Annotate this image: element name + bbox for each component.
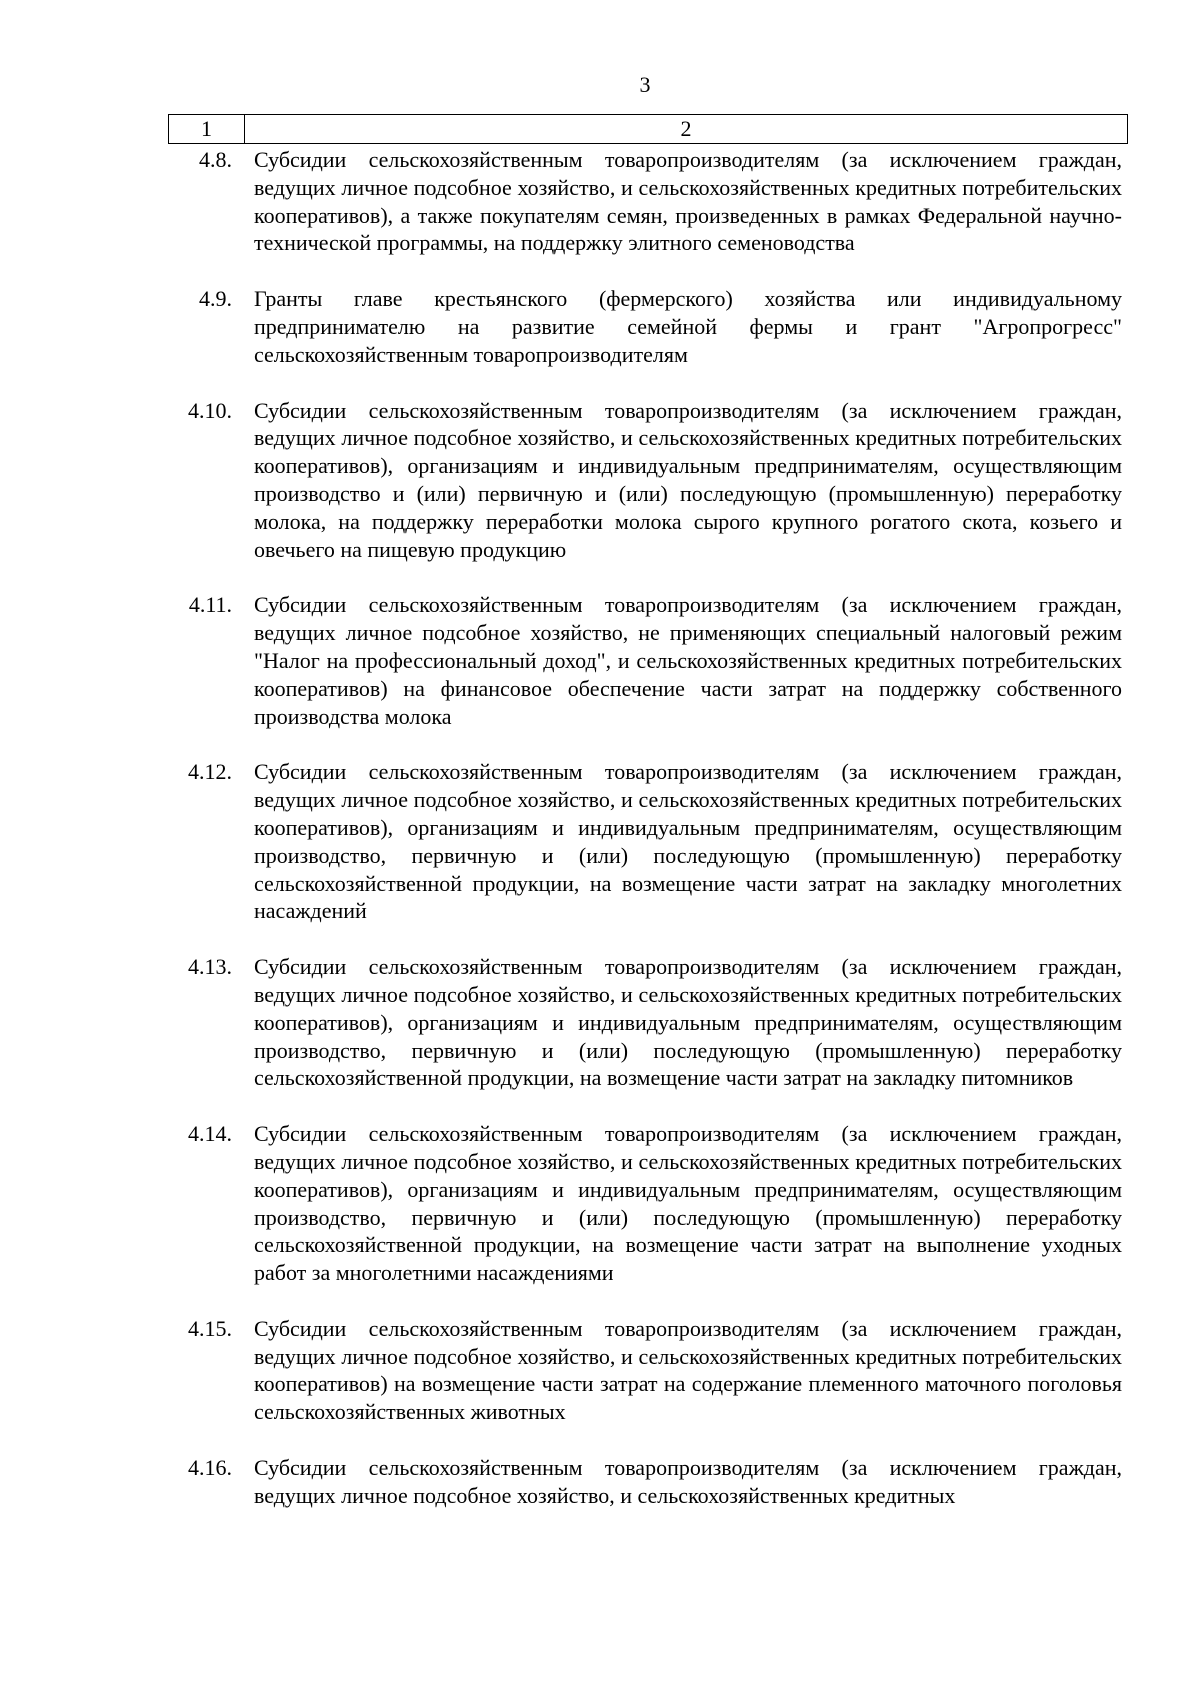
table-row	[168, 758, 1128, 925]
row-number: 4.14.	[188, 1121, 232, 1147]
row-number: 4.15.	[188, 1315, 232, 1341]
row-number: 4.13.	[188, 954, 232, 980]
table-row	[168, 285, 1128, 368]
table-row	[168, 953, 1128, 1092]
row-text: Гранты главе крестьянского (фермерского) хозяйства или индивидуальному предпринимателю на развитие семейной фермы и грант "Агропрогресс" сельскохозяйственным товаропроизводителям	[254, 286, 1122, 367]
row-text: Субсидии сельскохозяйственным товаропроизводителям (за исключением граждан, ведущих личное подсобное хозяйство, не применяющих специальный налоговый режим "Налог на профессиональный доход", и сельскохозяйственных кредитных потребительских кооперативов) на финансовое обеспечение части затрат на поддержку собственного производства молока	[254, 592, 1122, 729]
row-text: Субсидии сельскохозяйственным товаропроизводителям (за исключением граждан, ведущих личное подсобное хозяйство, и сельскохозяйственных кредитных потребительских кооперативов) на возмещение части затрат на содержание племенного маточного поголовья сельскохозяйственных животных	[254, 1315, 1122, 1425]
row-number: 4.9.	[199, 286, 232, 312]
table-row	[168, 397, 1128, 564]
row-text: Субсидии сельскохозяйственным товаропроизводителям (за исключением граждан, ведущих личное подсобное хозяйство, и сельскохозяйственных кредитных потребительских кооперативов), организациям и индивидуальным предпринимателям, осуществляющим производство и (или) первичную и (или) последующую (промышленную) переработку молока, на поддержку переработки молока сырого крупного рогатого скота, козьего и овечьего на пищевую продукцию	[254, 397, 1122, 562]
row-text: Субсидии сельскохозяйственным товаропроизводителям (за исключением граждан, ведущих личное подсобное хозяйство, и сельскохозяйственных кредитных потребительских кооперативов), организациям и индивидуальным предпринимателям, осуществляющим производство, первичную и (или) последующую (промышленную) переработку сельскохозяйственной продукции, на возмещение части затрат на выполнение уходных работ за многолетними насаждениями	[254, 1121, 1122, 1286]
row-text: Субсидии сельскохозяйственным товаропроизводителям (за исключением граждан, ведущих личное подсобное хозяйство, и сельскохозяйственных кредитных потребительских кооперативов), организациям и индивидуальным предпринимателям, осуществляющим производство, первичную и (или) последующую (промышленную) переработку сельскохозяйственной продукции, на возмещение части затрат на закладку многолетних насаждений	[254, 759, 1122, 924]
row-number: 4.8.	[199, 147, 232, 172]
row-text: Субсидии сельскохозяйственным товаропроизводителям (за исключением граждан, ведущих личное подсобное хозяйство, и сельскохозяйственных кредитных	[254, 1455, 1122, 1508]
row-text: Субсидии сельскохозяйственным товаропроизводителям (за исключением граждан, ведущих личное подсобное хозяйство, и сельскохозяйственных кредитных потребительских кооперативов), а также покупателям семян, произведенных в рамках Федеральной научно-технической программы, на поддержку элитного семеноводства	[254, 147, 1122, 256]
table-header	[168, 114, 1128, 144]
table-body	[168, 146, 1128, 1538]
row-number: 4.12.	[188, 759, 232, 785]
page-number: 3	[639, 72, 651, 97]
row-number: 4.11.	[188, 592, 232, 618]
table-header-col-2: 2	[680, 116, 692, 141]
table-row	[168, 1315, 1128, 1426]
table-row	[168, 146, 1128, 257]
row-number: 4.10.	[188, 397, 232, 423]
table-row	[168, 1120, 1128, 1287]
table-row	[168, 591, 1128, 730]
table-header-col-1: 1	[169, 115, 245, 143]
row-number: 4.16.	[188, 1455, 232, 1481]
row-text: Субсидии сельскохозяйственным товаропроизводителям (за исключением граждан, ведущих личное подсобное хозяйство, и сельскохозяйственных кредитных потребительских кооперативов), организациям и индивидуальным предпринимателям, осуществляющим производство, первичную и (или) последующую (промышленную) переработку сельскохозяйственной продукции, на возмещение части затрат на закладку питомников	[254, 954, 1122, 1091]
table-row	[168, 1454, 1128, 1510]
